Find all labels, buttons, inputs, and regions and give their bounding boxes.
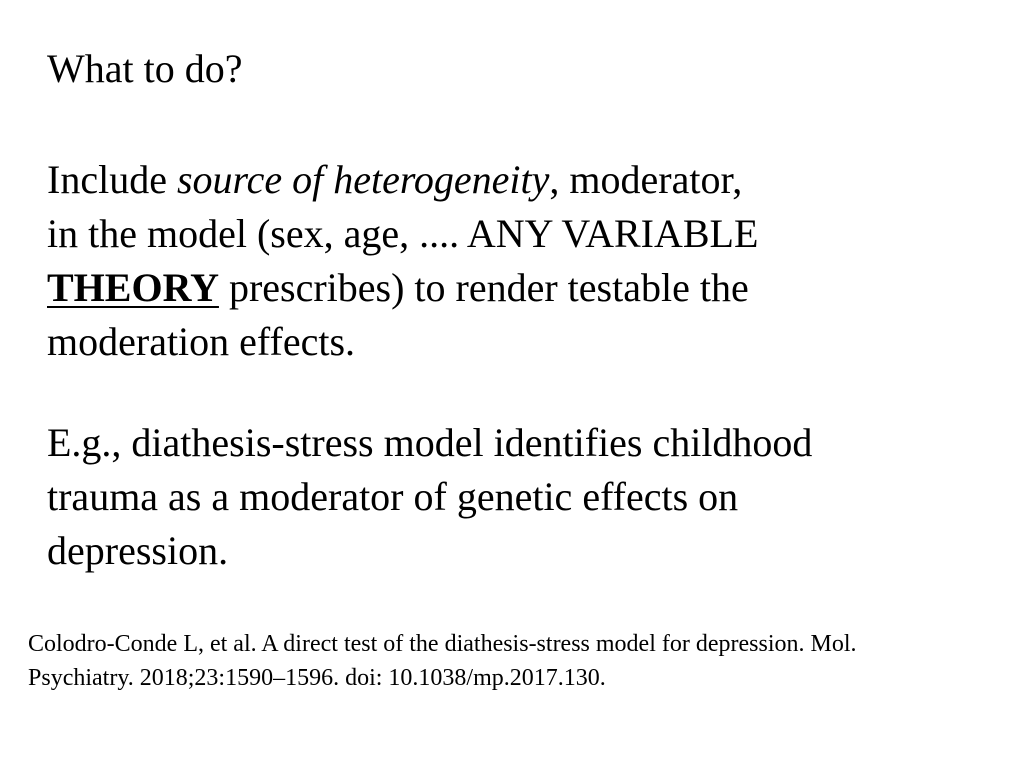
paragraph-line: E.g., diathesis-stress model identifies childhood [47,420,813,465]
italic-term-source-of-heterogeneity: source of heterogeneity [176,157,550,202]
citation-line: Psychiatry. 2018;23:1590–1596. doi: 10.1038/mp.2017.130. [28,665,606,691]
paragraph-moderator [47,153,987,369]
paragraph-line: in the model (sex, age, .... ANY VARIABLE [47,211,759,256]
citation-line: Colodro-Conde L, et al. A direct test of the diathesis-stress model for depression. Mol. [28,631,857,657]
text-run: , moderator, [549,157,743,202]
bold-underlined-term-theory: THEORY [47,265,219,310]
paragraph-line: moderation effects. [47,319,356,364]
paragraph-line: depression. [47,528,229,573]
text-run: prescribes) to render testable the [218,265,749,310]
paragraph-example [47,416,987,578]
citation-reference [28,627,1018,695]
paragraph-line [47,261,987,315]
paragraph-line: trauma as a moderator of genetic effects on [47,474,739,519]
paragraph-line [47,153,987,207]
slide-heading: What to do? [47,46,243,91]
text-run: Include [47,157,177,202]
